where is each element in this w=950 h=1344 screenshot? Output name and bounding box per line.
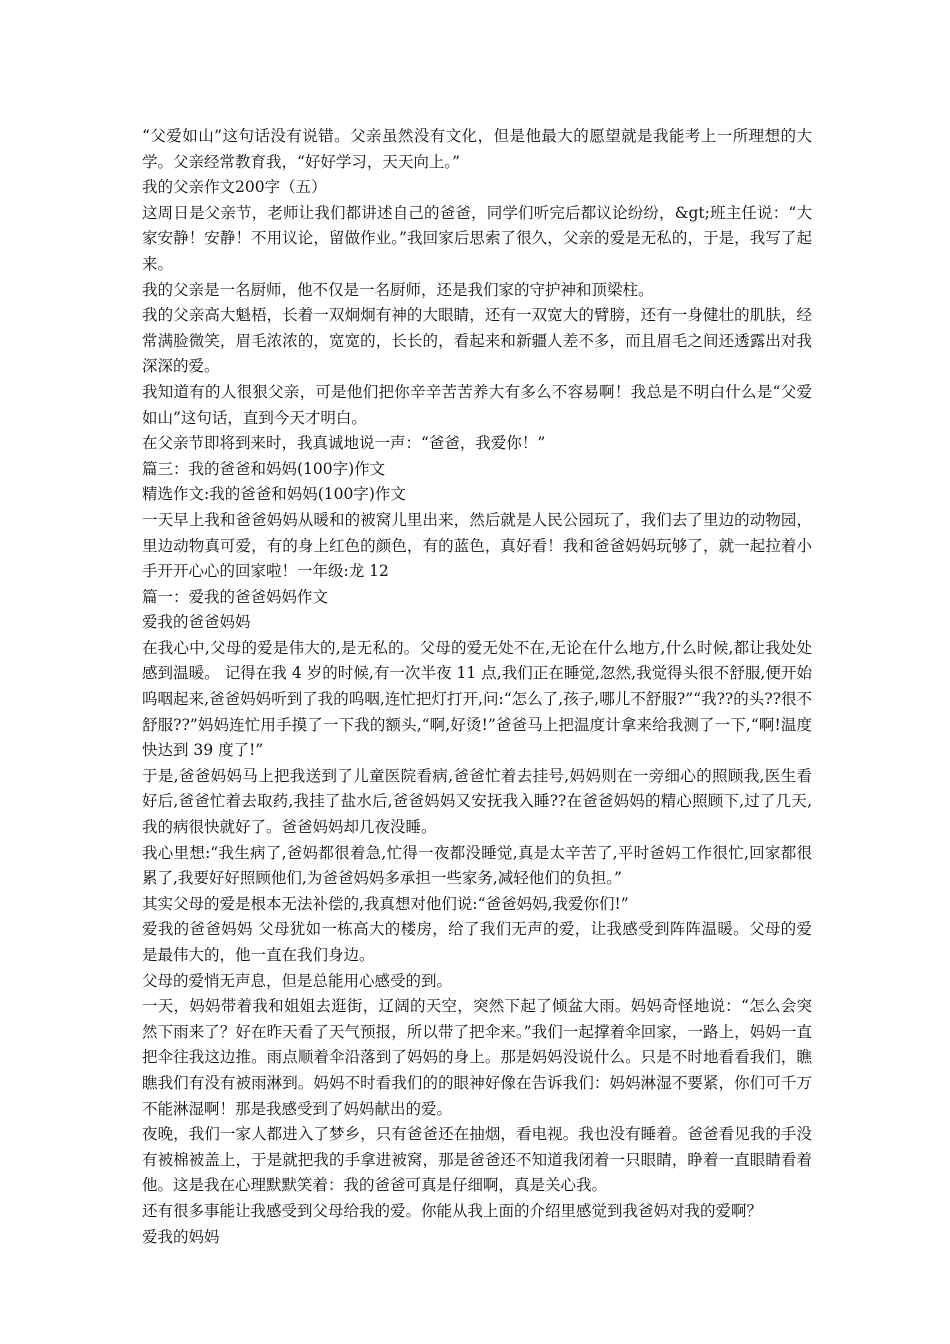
paragraph: 爱我的爸爸妈妈 父母犹如一栋高大的楼房，给了我们无声的爱，让我感受到阵阵温暖。父母的爱是最伟大的，他一直在我们身边。 [142, 920, 812, 964]
paragraph: “父爱如山”这句话没有说错。父亲虽然没有文化，但是他最大的愿望就是我能考上一所理想的大学。父亲经常教育我，“好好学习，天天向上。” [142, 127, 812, 171]
paragraph: 父母的爱悄无声息，但是总能用心感受的到。 [142, 971, 453, 990]
section-heading: 精选作文:我的爸爸和妈妈(100字)作文 [142, 485, 406, 504]
section-heading: 我的父亲作文200字（五） [142, 178, 327, 197]
paragraph: 在父亲节即将到来时，我真诚地说一声：“爸爸，我爱你！” [142, 434, 546, 453]
paragraph: 我的父亲高大魁梧，长着一双炯炯有神的大眼睛，还有一双宽大的臂膀，还有一身健壮的肌肤，经常满脸微笑，眉毛浓浓的，宽宽的，长长的，看起来和新疆人差不多，而且眉毛之间还透露出对我深深的爱。 [142, 306, 812, 376]
paragraph: 我心里想:“我生病了,爸妈都很着急,忙得一夜都没睡觉,真是太辛苦了,平时爸妈工作很忙,回家都很累了,我要好好照顾他们,为爸爸妈妈多承担一些家务,减轻他们的负担。” [142, 843, 812, 888]
paragraph: 这周日是父亲节，老师让我们都讲述自己的爸爸，同学们听完后都议论纷纷，&gt;班主任说：“大家安静！安静！不用议论，留做作业。”我回家后思索了很久，父亲的爱是无私的，于是，我写了起来。 [142, 203, 812, 273]
section-heading: 篇三：我的爸爸和妈妈(100字)作文 [142, 459, 386, 478]
paragraph: 一天，妈妈带着我和姐姐去逛街，辽阔的天空，突然下起了倾盆大雨。妈妈奇怪地说：“怎么会突然下雨来了？好在昨天看了天气预报，所以带了把伞来。”我们一起撑着伞回家，一路上，妈妈一直把伞往我这边推。雨点顺着伞沿落到了妈妈的身上。那是妈妈没说什么。只是不时地看看我们，瞧瞧我们有没有被雨淋到。妈妈不时看我们的的眼神好像在告诉我们：妈妈淋湿不要紧，你们可千万不能淋湿啊！那是我感受到了妈妈献出的爱。 [142, 997, 812, 1118]
paragraph: 夜晚，我们一家人都进入了梦乡，只有爸爸还在抽烟，看电视。我也没有睡着。爸爸看见我的手没有被棉被盖上，于是就把我的手拿进被窝，那是爸爸还不知道我闭着一只眼睛，睁着一直眼睛看着他。这是我在心理默默笑着：我的爸爸可真是仔细啊，真是关心我。 [142, 1125, 812, 1195]
paragraph: 一天早上我和爸爸妈妈从暖和的被窝儿里出来，然后就是人民公园玩了，我们去了里边的动物园，里边动物真可爱，有的身上红色的颜色，有的蓝色，真好看！我和爸爸妈妈玩够了，就一起拉着小手开开心心的回家啦！一年级:龙 12 [142, 510, 812, 581]
paragraph: 还有很多事能让我感受到父母给我的爱。你能从我上面的介绍里感觉到我爸妈对我的爱啊？ [142, 1201, 763, 1220]
paragraph: 于是,爸爸妈妈马上把我送到了儿童医院看病,爸爸忙着去挂号,妈妈则在一旁细心的照顾我,医生看好后,爸爸忙着去取药,我挂了盐水后,爸爸妈妈又安抚我入睡??在爸爸妈妈的精心照顾下,过了几天,我的病很快就好了。爸爸妈妈却几夜没睡。 [142, 766, 812, 837]
paragraph: 我的父亲是一名厨师，他不仅是一名厨师，还是我们家的守护神和顶梁柱。 [142, 280, 654, 299]
paragraph: 在我心中,父母的爱是伟大的,是无私的。父母的爱无处不在,无论在什么地方,什么时候,都让我处处感到温暖。 记得在我 4 岁的时候,有一次半夜 11 点,我们正在睡觉,忽然,我觉得头很不舒服,便开始呜咽起来,爸爸妈妈听到了我的呜咽,连忙把灯打开,问:“怎么了,孩子,哪儿不舒服?”“我??的头??很不舒服??”妈妈连忙用手摸了一下我的额头,“啊,好烫!”爸爸马上把温度计拿来给我测了一下,“啊!温度快达到 39 度了!” [142, 638, 812, 760]
section-heading: 篇一：爱我的爸爸妈妈作文 [142, 587, 329, 606]
section-heading: 爱我的妈妈 [142, 1227, 220, 1246]
section-heading: 爱我的爸爸妈妈 [142, 613, 251, 632]
paragraph: 我知道有的人很狠父亲，可是他们把你辛辛苦苦养大有多么不容易啊！我总是不明白什么是“父爱如山”这句话，直到今天才明白。 [142, 382, 812, 427]
document-page [142, 124, 812, 1250]
paragraph: 其实父母的爱是根本无法补偿的,我真想对他们说:“爸爸妈妈,我爱你们!” [142, 894, 629, 913]
